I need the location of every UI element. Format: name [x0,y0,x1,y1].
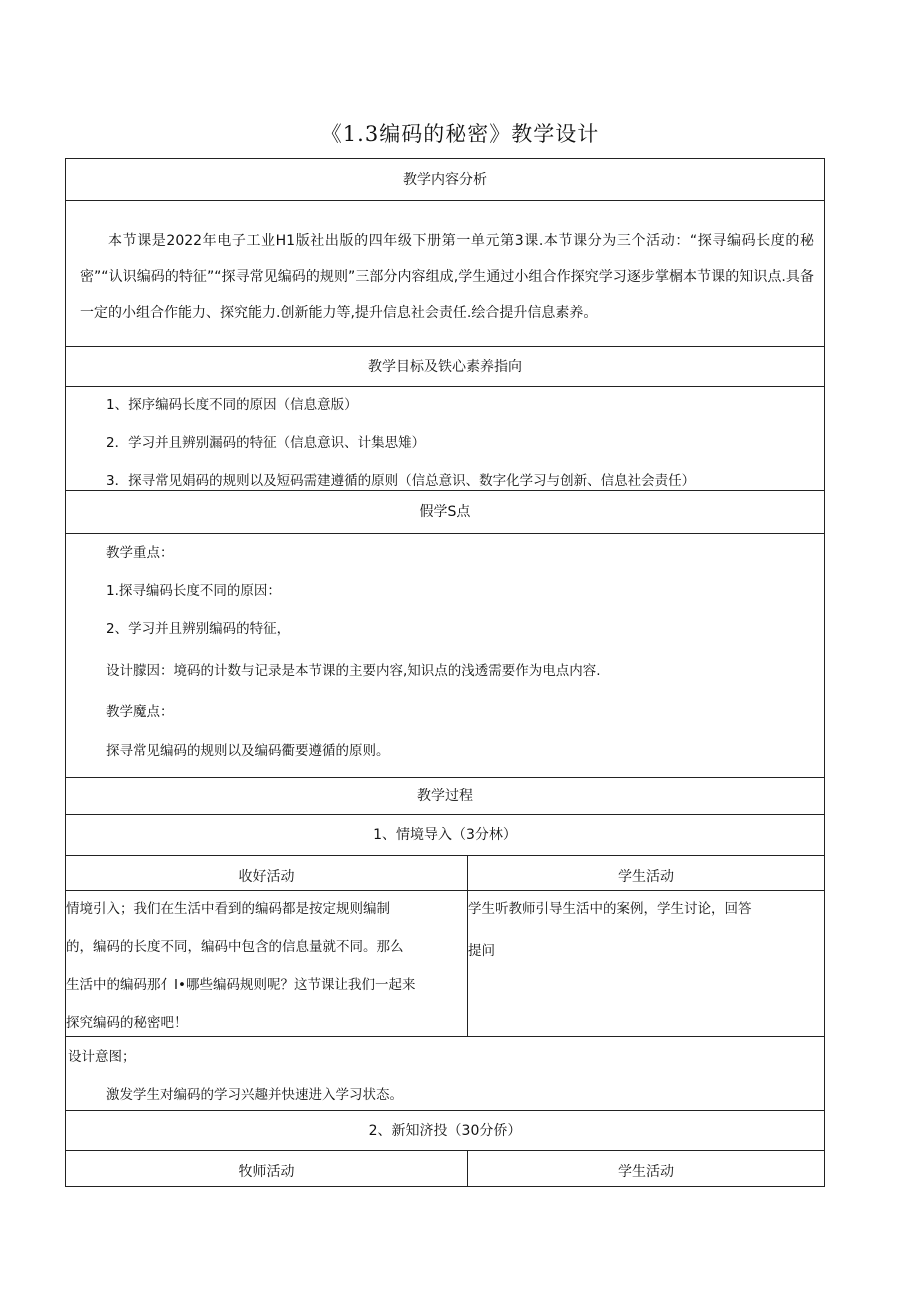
stage1-design-intent [66,1036,824,1110]
focus-label: 教学重点： [106,545,174,561]
objectives-header [66,346,824,386]
stage1-student-activity [468,891,824,1036]
stage2-title-row [66,1110,824,1150]
stage2-column-headers [66,1150,824,1186]
content-analysis-paragraph: 本节课是2022年电子工业H1版社出版的四年级下册第一单元第3课.本节课分为三个活动：“探寻编码长度的秘密”“认识编码的特征”“探寻常见编码的规则”三部分内容组成,学生通过小组合作探究学习逐步掌榍本节课的知识点.具备一定的小组合作能力、探究能力.创新能力等,提升信息社会责任.绘合提升信息素养。 [66,200,824,346]
stage1-title-row [66,814,824,855]
process-header-text: 教学过程 [417,788,473,804]
stage1-teacher-line-1: 情境引入；我们在生活中看到的编码都是按定规则编制 [66,901,390,917]
objective-item-3: 3．探寻常见娟码的规则以及短码需建遵循的原则（信总意识、数字化学习与创新、信息社会责任） [106,473,696,489]
content-analysis-header-text: 教学内容分析 [403,171,487,188]
stage1-activities [66,890,824,1036]
stage1-title: 1、情境导入（3分林） [373,827,517,843]
objectives-list [66,386,824,490]
stage1-student-line-2: 提问 [468,943,495,959]
stage1-teacher-line-2: 的，编码的长度不同，编码中包含的信息量就不同。那么 [66,939,404,955]
stage2-teacher-header-text: 牧师活动 [238,1163,295,1180]
key-points-header-text: 假学S点 [419,504,471,520]
stage1-teacher-line-3: 生活中的编码那亻I•哪些编码规则呢？这节课让我们一起来 [66,977,416,993]
stage1-teacher-activity [66,891,468,1036]
stage2-student-header [468,1151,824,1186]
stage2-title: 2、新知济投（30分侨） [368,1122,522,1139]
stage1-student-header [468,856,824,890]
objective-item-2: 2．学习并且辨别漏码的特征（信息意识、计集思雉） [106,435,426,451]
objectives-header-text: 教学目标及铁心素养指向 [368,358,522,375]
content-analysis-header [66,159,824,200]
objective-item-1: 1、探序编码长度不同的原因（信息意版） [106,397,358,413]
stage1-student-header-text: 学生活动 [618,869,674,885]
key-points-header [66,490,824,533]
stage1-intent-text: 激发学生对编码的学习兴趣并快速进入学习状态。 [106,1087,403,1103]
key-points-body [66,533,824,777]
stage1-teacher-header [66,856,468,890]
focus-item-2: 2、学习并且辨别编码的特征， [106,621,291,637]
stage1-column-headers [66,855,824,890]
stage1-intent-label: 设计意图； [68,1049,136,1065]
difficulty-label: 教学魔点： [106,704,174,720]
difficulty-text: 探寻常见编码的规则以及编码衢要遵循的原则。 [106,743,390,759]
stage1-teacher-line-4: 探究编码的秘密吧！ [66,1015,188,1031]
process-header [66,777,824,814]
lesson-plan-table [65,158,825,1187]
focus-item-1: 1.探寻编码长度不同的原因： [106,583,281,599]
design-reason: 设计朦因：境码的计数与记录是本节课的主要内容,知识点的浅透需要作为电点内容. [106,663,601,679]
page-title: 《1.3编码的秘密》教学设计 [320,122,600,146]
stage2-student-header-text: 学生活动 [618,1163,674,1180]
stage2-teacher-header [66,1151,468,1186]
stage1-teacher-header-text: 收好活动 [238,869,295,885]
stage1-student-line-1: 学生听教师引导生活中的案例，学生讨论，回答 [468,901,752,917]
